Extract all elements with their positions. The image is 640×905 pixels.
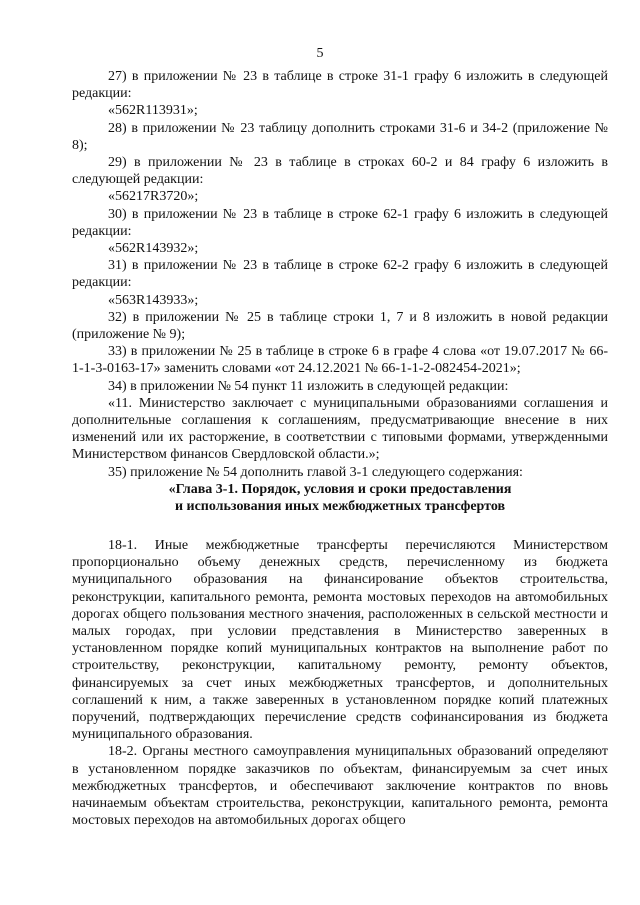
chapter-title-line-1: «Глава 3-1. Порядок, условия и сроки предоставления bbox=[168, 481, 512, 497]
paragraph-18-1: 18-1. Иные межбюджетные трансферты перечисляются Министерством пропорционально объему денежных средств, перечисленному из бюджета муниципального образования на финансирование объектов строительства, реконструкции, капитального ремонта, ремонта мостовых переходов на автомобильных дорогах общего пользования местного значения, расположенных в сельской местности и малых городах, при условии представления в Министерство заверенных в установленном порядке копий муниципальных контрактов на выполнение работ по строительству, реконструкции, капитальному ремонту, ремонту объектов, финансируемых за счет иных межбюджетных трансфертов, и дополнительных соглашений к ним, а также заверенных в установленном порядке копий платежных поручений, подтверждающих перечисление средств софинансирования из бюджета муниципального образования. bbox=[72, 538, 608, 743]
amendment-item: 34) в приложении № 54 пункт 11 изложить в следующей редакции: bbox=[108, 378, 509, 394]
amendment-item: 27) в приложении № 23 в таблице в строке 31-1 графу 6 изложить в следующей редакции: bbox=[72, 69, 608, 102]
amendment-item: 33) в приложении № 25 в таблице в строке 6 в графе 4 слова «от 19.07.2017 № 66-1-1-3-0163-17» заменить словами «от 24.12.2021 № 66-1-1-2-082454-2021»; bbox=[72, 344, 608, 377]
amendment-item: 31) в приложении № 23 в таблице в строке 62-2 графу 6 изложить в следующей редакции: bbox=[72, 258, 608, 291]
paragraph-18-2: 18-2. Органы местного самоуправления муниципальных образований определяют в установленном порядке заказчиков по объектам, финансируемым за счет иных межбюджетных трансфертов, и обеспечивают заключение контрактов по вновь начинаемым объектам строительства, реконструкции, капитального ремонта, ремонта мостовых переходов на автомобильных дорогах общего bbox=[72, 744, 608, 829]
amendment-item: 30) в приложении № 23 в таблице в строке 62-1 графу 6 изложить в следующей редакции: bbox=[72, 206, 608, 239]
amendment-value: «562R143932»; bbox=[108, 241, 199, 257]
amendment-item: 35) приложение № 54 дополнить главой 3-1 следующего содержания: bbox=[108, 464, 523, 480]
amendment-value: «563R143933»; bbox=[108, 292, 199, 308]
amendment-item: 29) в приложении № 23 в таблице в строках 60-2 и 84 графу 6 изложить в следующей редакции: bbox=[72, 155, 608, 188]
amendment-item: 28) в приложении № 23 таблицу дополнить строками 31-6 и 34-2 (приложение № 8); bbox=[72, 120, 608, 153]
quoted-point-11: «11. Министерство заключает с муниципальными образованиями соглашения и дополнительные соглашения к соглашениям, предусматривающие внесение в них изменений или их расторжение, в соответствии с типовыми формами, утвержденными Министерством финансов Свердловской области.»; bbox=[72, 395, 608, 463]
amendment-item: 32) в приложении № 25 в таблице строки 1, 7 и 8 изложить в новой редакции (приложение № 9); bbox=[72, 309, 608, 343]
amendment-value: «562R113931»; bbox=[108, 103, 198, 119]
page-number: 5 bbox=[316, 46, 324, 61]
chapter-title-line-2: и использования иных межбюджетных трансфертов bbox=[174, 499, 506, 515]
amendment-list bbox=[72, 68, 608, 515]
chapter-body bbox=[72, 537, 608, 829]
amendment-value: «56217R3720»; bbox=[108, 189, 199, 205]
